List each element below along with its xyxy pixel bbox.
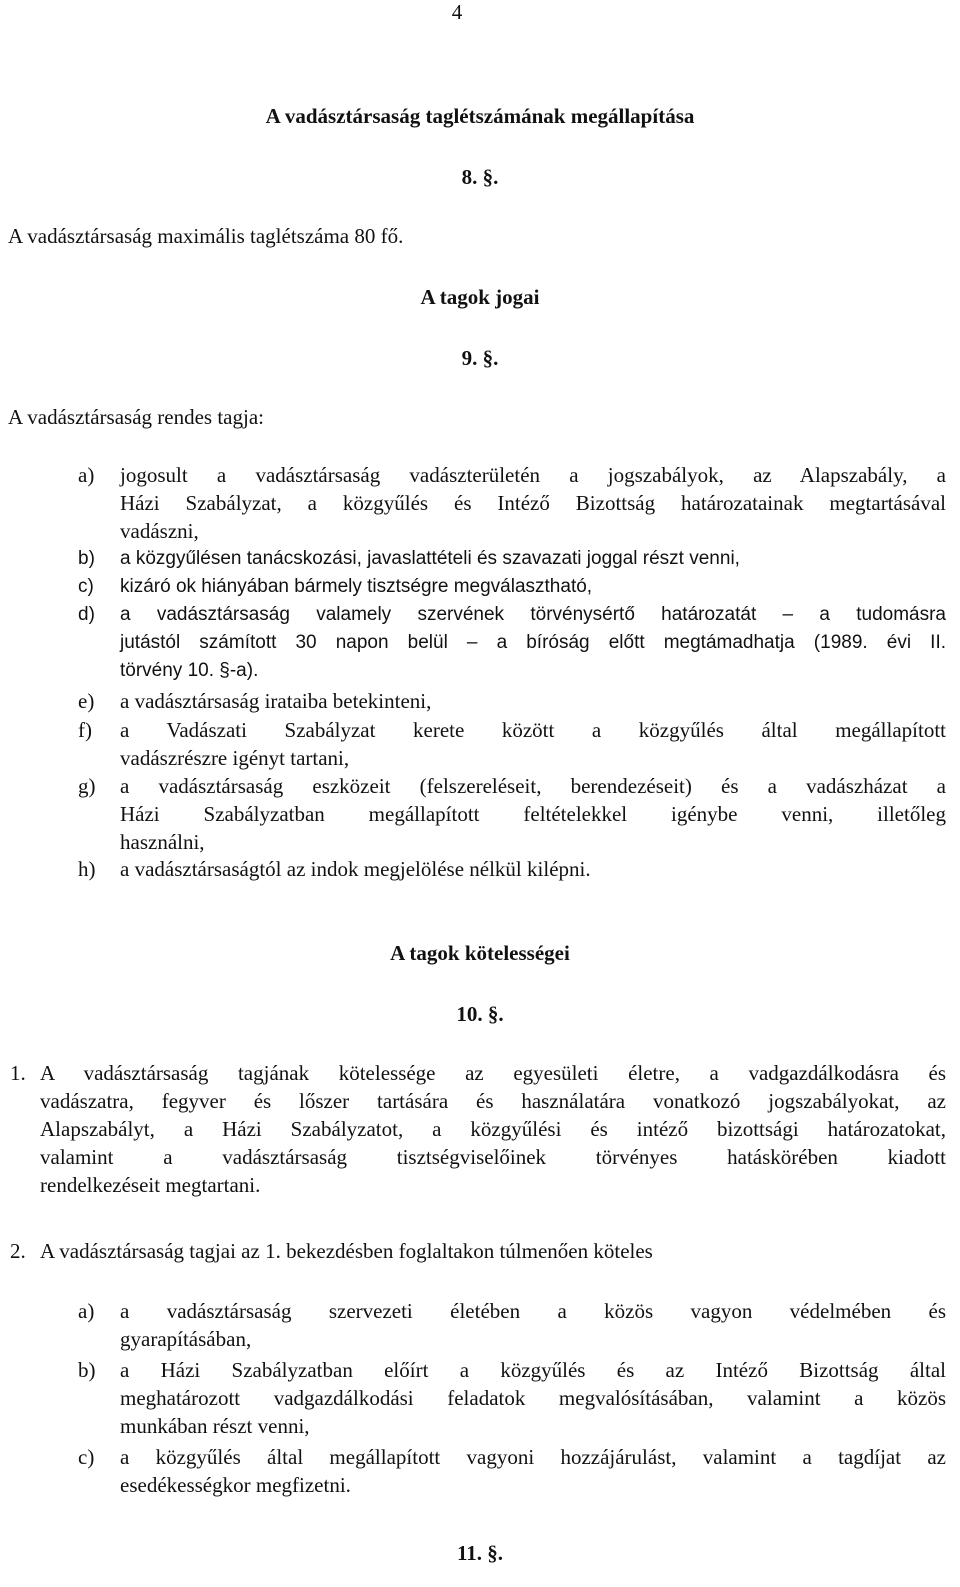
paragraph-line: A vadásztársaság tagjai az 1. bekezdésben foglaltakon túlmenően köteles [40,1239,653,1263]
item-line: Házi Szabályzatban megállapított feltételekkel igénybe venni, illetőleg [120,802,946,826]
item-label: e) [78,689,95,713]
item-line: kizáró ok hiányában bármely tisztségre megválasztható, [120,576,593,597]
item-line: a közgyűlésen tanácskozási, javaslattételi és szavazati joggal részt venni, [120,548,740,569]
item-label: h) [78,857,96,881]
section-9-number: 9. §. [461,346,499,370]
item-line: a vadásztársaság eszközeit (felszereléseit, berendezéseit) és a vadászházat a [120,774,946,798]
item-line: vadászni, [120,519,199,543]
paragraph-label: 1. [10,1061,26,1085]
item-line: munkában részt venni, [120,1414,310,1438]
paragraph-line: valamint a vadásztársaság tisztségviselőinek törvényes hatáskörében kiadott [40,1145,946,1169]
item-line: használni, [120,830,205,854]
section-11-number: 11. §. [456,1541,504,1565]
item-label: a) [78,1299,95,1323]
section-8-number: 8. §. [461,165,499,189]
paragraph-line: vadászatra, fegyver és lőszer tartására és használatára vonatkozó jogszabályokat, az [40,1089,946,1113]
item-line: a vadásztársaság irataiba betekinteni, [120,689,432,713]
item-line: esedékességkor megfizetni. [120,1473,351,1497]
item-label: b) [78,1358,96,1382]
paragraph-line: A vadásztársaság tagjának kötelessége az egyesületi életre, a vadgazdálkodásra és [40,1061,946,1085]
item-line: a közgyűlés által megállapított vagyoni hozzájárulást, valamint a tagdíjat az [120,1445,946,1469]
page-number: 4 [451,0,463,24]
section-10-heading: A tagok kötelességei [390,941,570,965]
item-line: Házi Szabályzat, a közgyűlés és Intéző Bizottság határozatainak megtartásával [120,491,946,515]
item-line: meghatározott vadgazdálkodási feladatok megvalósításában, valamint a közös [120,1386,946,1410]
paragraph-line: Alapszabályt, a Házi Szabályzatot, a közgyűlési és intéző bizottsági határozatokat, [40,1117,946,1141]
item-label: d) [78,604,95,625]
section-8-heading: A vadásztársaság taglétszámának megállapítása [265,104,695,128]
item-label: f) [78,718,92,742]
item-label: g) [78,774,96,798]
section-9-intro: A vadásztársaság rendes tagja: [8,405,264,429]
section-10-number: 10. §. [456,1002,504,1026]
item-label: c) [78,1445,95,1469]
paragraph-line: rendelkezéseit megtartani. [40,1173,261,1197]
item-label: b) [78,548,95,569]
paragraph-label: 2. [10,1239,26,1263]
item-line: a vadásztársaságtól az indok megjelölése nélkül kilépni. [120,857,591,881]
section-8-text: A vadásztársaság maximális taglétszáma 80 fő. [8,224,404,248]
item-line: a Vadászati Szabályzat kerete között a közgyűlés által megállapított [120,718,946,742]
item-label: c) [78,576,94,597]
item-line: vadászrészre igényt tartani, [120,746,350,770]
item-line: törvény 10. §-a). [120,660,259,681]
item-line: jogosult a vadásztársaság vadászterületén a jogszabályok, az Alapszabály, a [120,463,946,487]
item-line: a Házi Szabályzatban előírt a közgyűlés és az Intéző Bizottság által [120,1358,946,1382]
item-label: a) [78,463,95,487]
item-line: a vadásztársaság szervezeti életében a közös vagyon védelmében és [120,1299,946,1323]
section-9-heading: A tagok jogai [420,285,540,309]
item-line: gyarapításában, [120,1327,252,1351]
item-line: jutástól számított 30 napon belül – a bíróság előtt megtámadhatja (1989. évi II. [120,632,946,653]
item-line: a vadásztársaság valamely szervének törvénysértő határozatát – a tudomásra [120,604,946,625]
